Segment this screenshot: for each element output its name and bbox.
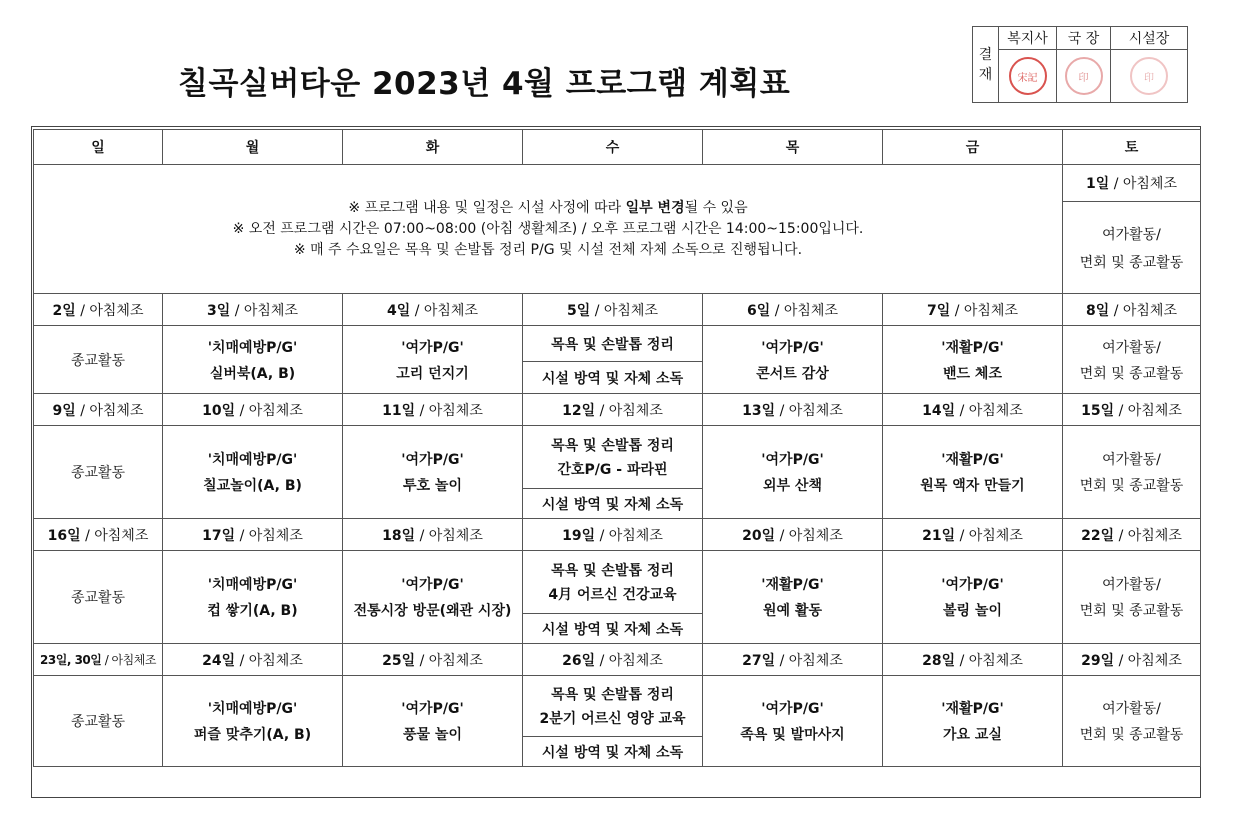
date-row [34, 644, 1201, 676]
program-category: 여가활동/ [1102, 577, 1161, 593]
date-suffix: / 아침체조 [779, 652, 843, 669]
program-title: 면회 및 종교활동 [1079, 603, 1184, 619]
program-category: '여가P/G' [401, 577, 464, 593]
program-cell-sunday: 종교활동 [34, 676, 163, 767]
approval-stamp-cell [1057, 50, 1111, 103]
wednesday-program-line: 4月 어르신 건강교육 [548, 587, 677, 603]
date-suffix: / 아침체조 [80, 302, 144, 319]
date-cell [34, 294, 163, 326]
program-cell-thursday [703, 326, 883, 394]
date-cell [343, 644, 523, 676]
date-suffix: / 아침체조 [414, 302, 478, 319]
program-category: '여가P/G' [761, 339, 824, 356]
date-row [34, 394, 1201, 426]
date-cell [883, 294, 1063, 326]
program-category: '치매예방P/G' [207, 452, 298, 468]
date-number: 16일 [47, 527, 81, 544]
program-category: '여가P/G' [401, 452, 464, 468]
program-title: 외부 산책 [763, 478, 822, 494]
program-cell-wednesday-top [523, 326, 703, 362]
approval-label: 결 재 [973, 27, 999, 103]
program-category: '치매예방P/G' [207, 577, 298, 593]
program-cell-thursday [703, 426, 883, 519]
approval-stamp-cell [999, 50, 1057, 103]
seal-stamp-icon: 印 [1130, 57, 1168, 95]
program-title: 실버북(A, B) [209, 365, 296, 382]
date-cell [883, 644, 1063, 676]
program-category: '재활P/G' [761, 577, 824, 593]
date-number: 9일 [52, 402, 76, 419]
program-title: 족욕 및 발마사지 [740, 727, 845, 743]
seal-stamp-icon: 印 [1065, 57, 1103, 95]
weekday-header: 토 [1063, 130, 1201, 165]
date-suffix: / 아침체조 [774, 302, 838, 319]
program-category: 여가활동/ [1102, 339, 1161, 356]
date-suffix: / 아침체조 [959, 652, 1023, 669]
date-cell [343, 294, 523, 326]
date-cell [163, 519, 343, 551]
date-cell [34, 394, 163, 426]
date-cell [523, 294, 703, 326]
program-cell-friday [883, 326, 1063, 394]
date-cell [34, 644, 163, 676]
wednesday-program-line: 목욕 및 손발톱 정리 [551, 563, 674, 579]
program-cell-saturday [1063, 676, 1201, 767]
program-cell-monday [163, 551, 343, 644]
program-title: 투호 놀이 [403, 478, 462, 494]
date-cell [523, 644, 703, 676]
date-number: 26일 [562, 652, 596, 669]
date-number: 24일 [202, 652, 236, 669]
date-number: 3일 [207, 302, 231, 319]
approval-stamp-cell [1111, 50, 1188, 103]
program-category: '여가P/G' [401, 339, 464, 356]
date-cell [703, 519, 883, 551]
date-cell [703, 644, 883, 676]
program-title: 풍물 놀이 [403, 727, 462, 743]
program-category: '치매예방P/G' [207, 701, 298, 717]
date-row [34, 294, 1201, 326]
program-cell-wednesday-bottom: 시설 방역 및 자체 소독 [523, 614, 703, 644]
date-suffix: / 아침체조 [234, 302, 298, 319]
program-cell: 여가활동/ 면회 및 종교활동 [1063, 202, 1201, 294]
notice-box [34, 165, 1063, 294]
date-cell [343, 394, 523, 426]
program-cell-sunday: 종교활동 [34, 426, 163, 519]
program-cell-sunday: 종교활동 [34, 551, 163, 644]
program-category: '재활P/G' [941, 452, 1004, 468]
program-title: 면회 및 종교활동 [1079, 478, 1184, 494]
date-cell [703, 394, 883, 426]
wednesday-program-line: 간호P/G - 파라핀 [557, 462, 668, 478]
date-suffix: / 아침체조 [239, 527, 303, 544]
program-title: 칠교놀이(A, B) [203, 478, 302, 494]
program-category: '여가P/G' [761, 701, 824, 717]
program-cell-wednesday-top [523, 676, 703, 737]
date-number: 4일 [387, 302, 411, 319]
date-number: 23일, 30일 [40, 653, 102, 667]
date-suffix: / 아침체조 [419, 527, 483, 544]
weekday-header: 화 [343, 130, 523, 165]
date-cell [883, 519, 1063, 551]
date-cell [163, 394, 343, 426]
date-cell: 1일 / 아침체조 [1063, 165, 1201, 202]
program-cell-tuesday [343, 426, 523, 519]
wednesday-program-line: 2분기 어르신 영양 교육 [539, 711, 686, 727]
date-cell [523, 394, 703, 426]
program-cell-wednesday-bottom: 시설 방역 및 자체 소독 [523, 737, 703, 767]
program-cell-wednesday-bottom: 시설 방역 및 자체 소독 [523, 489, 703, 519]
notice-line: ※ 오전 프로그램 시간은 07:00~08:00 (아침 생활체조) / 오후 프로그램 시간은 14:00~15:00입니다. [232, 220, 864, 237]
date-number: 25일 [382, 652, 416, 669]
date-cell [883, 394, 1063, 426]
date-cell [1063, 394, 1201, 426]
program-title: 밴드 체조 [943, 365, 1002, 382]
date-suffix: / 아침체조 [599, 652, 663, 669]
program-title: 원목 액자 만들기 [920, 478, 1025, 494]
program-category: 여가활동/ [1102, 701, 1161, 717]
program-cell-tuesday [343, 676, 523, 767]
date-number: 13일 [742, 402, 776, 419]
program-cell-monday [163, 326, 343, 394]
program-title: 컵 쌓기(A, B) [207, 603, 298, 619]
program-title: 면회 및 종교활동 [1079, 365, 1184, 382]
program-cell-friday [883, 551, 1063, 644]
wednesday-program-line: 목욕 및 손발톱 정리 [551, 687, 674, 703]
date-suffix: / 아침체조 [959, 402, 1023, 419]
approval-header-social-worker: 복지사 [999, 27, 1057, 50]
date-suffix: / 아침체조 [239, 652, 303, 669]
date-cell [1063, 294, 1201, 326]
program-cell-tuesday [343, 551, 523, 644]
date-suffix: / 아침체조 [80, 402, 144, 419]
program-cell-friday [883, 426, 1063, 519]
program-row [34, 326, 1201, 362]
calendar-table [33, 129, 1201, 767]
program-cell-tuesday [343, 326, 523, 394]
weekday-header: 월 [163, 130, 343, 165]
program-cell-saturday [1063, 551, 1201, 644]
seal-stamp-icon: 宋記 [1009, 57, 1047, 95]
program-title: 볼링 놀이 [943, 603, 1002, 619]
date-suffix: / 아침체조 [954, 302, 1018, 319]
wednesday-program-line: 목욕 및 손발톱 정리 [551, 336, 674, 353]
program-cell-thursday [703, 676, 883, 767]
date-suffix: / 아침체조 [1113, 302, 1177, 319]
date-number: 15일 [1081, 402, 1115, 419]
approval-header-director: 국 장 [1057, 27, 1111, 50]
program-title: 원예 활동 [763, 603, 822, 619]
program-title: 면회 및 종교활동 [1079, 727, 1184, 743]
program-category: '치매예방P/G' [207, 339, 298, 356]
program-category: '여가P/G' [761, 452, 824, 468]
program-title: 고리 던지기 [396, 365, 469, 382]
date-cell [1063, 644, 1201, 676]
date-suffix: / 아침체조 [1118, 652, 1182, 669]
page-title: 칠곡실버타운 2023년 4월 프로그램 계획표 [178, 66, 791, 102]
notice-line: ※ 매 주 수요일은 목욕 및 손발톱 정리 P/G 및 시설 전체 자체 소독으로 진행됩니다. [293, 241, 803, 258]
program-cell-wednesday-bottom: 시설 방역 및 자체 소독 [523, 362, 703, 394]
date-number: 29일 [1081, 652, 1115, 669]
date-number: 5일 [567, 302, 591, 319]
program-cell-monday [163, 426, 343, 519]
weekday-header: 금 [883, 130, 1063, 165]
date-cell [343, 519, 523, 551]
notice-line: ※ 프로그램 내용 및 일정은 시설 사정에 따라 일부 변경될 수 있음 [348, 199, 748, 216]
date-suffix: / 아침체조 [419, 402, 483, 419]
program-cell-wednesday-top [523, 551, 703, 614]
date-suffix: / 아침체조 [779, 527, 843, 544]
program-cell-thursday [703, 551, 883, 644]
date-suffix: / 아침체조 [599, 527, 663, 544]
program-cell-sunday: 종교활동 [34, 326, 163, 394]
program-category: '재활P/G' [941, 339, 1004, 356]
date-number: 2일 [52, 302, 76, 319]
weekday-header: 목 [703, 130, 883, 165]
date-cell [163, 644, 343, 676]
date-number: 17일 [202, 527, 236, 544]
date-suffix: / 아침체조 [239, 402, 303, 419]
date-suffix: / 아침체조 [599, 402, 663, 419]
date-suffix: / 아침체조 [959, 527, 1023, 544]
date-suffix: / 아침체조 [779, 402, 843, 419]
date-number: 7일 [927, 302, 951, 319]
date-suffix: / 아침체조 [85, 527, 149, 544]
date-suffix: / 아침체조 [594, 302, 658, 319]
program-category: '여가P/G' [401, 701, 464, 717]
date-cell [523, 519, 703, 551]
date-row [34, 519, 1201, 551]
program-category: 여가활동/ [1102, 452, 1161, 468]
date-suffix: / 아침체조 [419, 652, 483, 669]
date-number: 27일 [742, 652, 776, 669]
program-cell-monday [163, 676, 343, 767]
date-number: 11일 [382, 402, 416, 419]
program-row [34, 676, 1201, 737]
program-row [34, 551, 1201, 614]
date-suffix: / 아침체조 [104, 653, 156, 667]
date-number: 14일 [922, 402, 956, 419]
approval-header-facility-head: 시설장 [1111, 27, 1188, 50]
program-row [34, 426, 1201, 489]
program-title: 가요 교실 [943, 727, 1002, 743]
wednesday-program-line: 목욕 및 손발톱 정리 [551, 438, 674, 454]
date-cell [703, 294, 883, 326]
program-title: 콘서트 감상 [756, 365, 829, 382]
weekday-header: 수 [523, 130, 703, 165]
date-number: 10일 [202, 402, 236, 419]
program-cell-saturday [1063, 426, 1201, 519]
date-number: 12일 [562, 402, 596, 419]
program-category: '재활P/G' [941, 701, 1004, 717]
approval-box [972, 26, 1188, 103]
program-title: 퍼즐 맞추기(A, B) [193, 727, 312, 743]
weekday-header: 일 [34, 130, 163, 165]
date-number: 19일 [562, 527, 596, 544]
date-cell [34, 519, 163, 551]
program-category: '여가P/G' [941, 577, 1004, 593]
program-cell-saturday [1063, 326, 1201, 394]
program-title: 전통시장 방문(왜관 시장) [353, 603, 512, 619]
date-cell [163, 294, 343, 326]
date-cell [1063, 519, 1201, 551]
program-cell-wednesday-top [523, 426, 703, 489]
date-number: 28일 [922, 652, 956, 669]
date-number: 8일 [1086, 302, 1110, 319]
date-number: 18일 [382, 527, 416, 544]
program-cell-friday [883, 676, 1063, 767]
date-number: 20일 [742, 527, 776, 544]
date-number: 21일 [922, 527, 956, 544]
date-number: 22일 [1081, 527, 1115, 544]
weekday-header-row [34, 130, 1201, 165]
date-suffix: / 아침체조 [1118, 402, 1182, 419]
date-number: 6일 [747, 302, 771, 319]
date-suffix: / 아침체조 [1118, 527, 1182, 544]
